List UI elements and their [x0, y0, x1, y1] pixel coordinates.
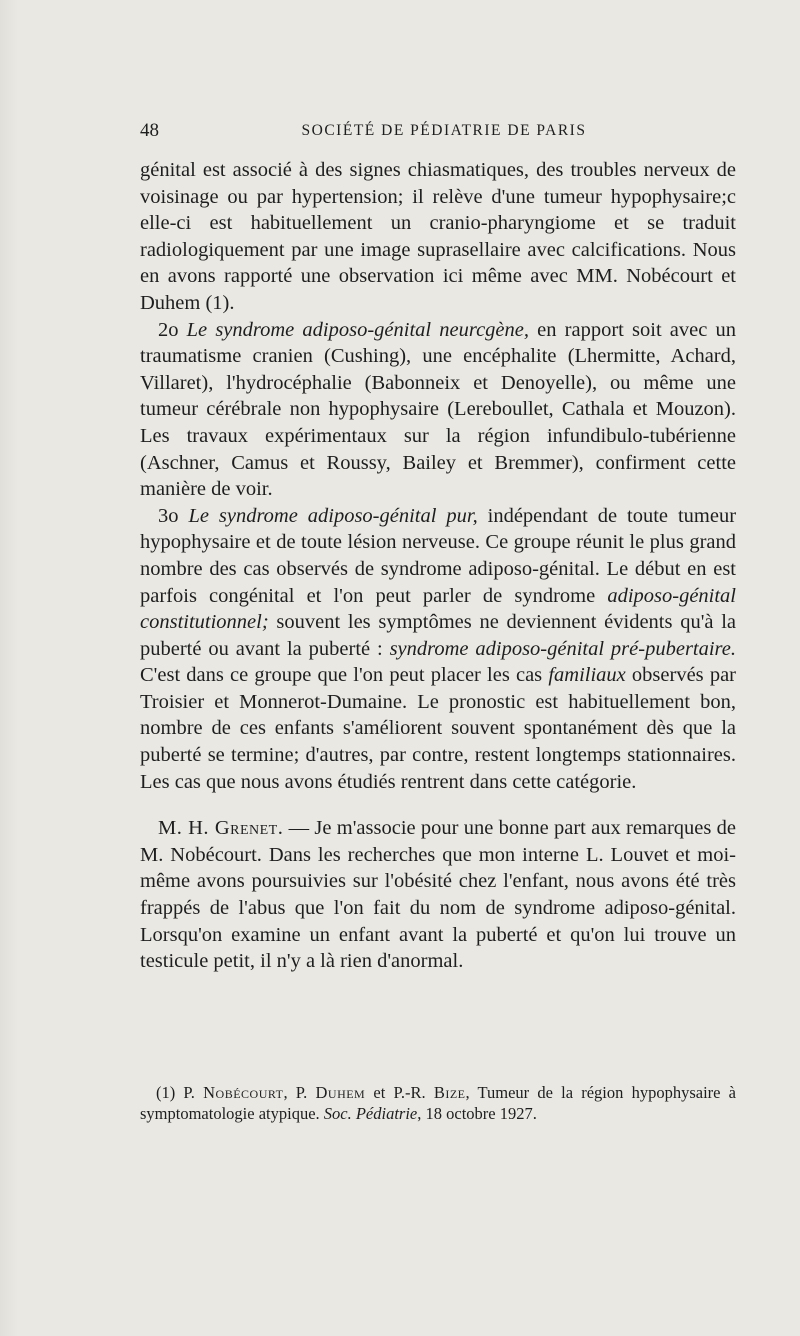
constitutionnel-term: adiposo-génital constitutionnel; — [140, 584, 736, 634]
footnote-marker: (1) P. — [156, 1083, 204, 1102]
page-header — [140, 120, 736, 144]
item-number-3: 3o — [158, 504, 179, 527]
paragraph-3-text-1: indépendant de toute tumeur hypophysaire et de toute lésion nerveuse. Ce groupe réunit le plus grand nombre des cas observés de syndrome adiposo-génital. Le début en est parfois congénital et l'on peut parler de syndrome — [140, 504, 737, 607]
footnote-journal: Soc. Pédiatrie — [323, 1104, 418, 1123]
syndrome-pur-term: Le syndrome adiposo-génital pur, — [188, 504, 478, 527]
footnote-sep-1: , P. — [283, 1083, 316, 1102]
footnote-date: , 18 octobre 1927. — [417, 1104, 537, 1123]
paragraph-4 — [140, 815, 736, 975]
paragraph-3-text-4: observés par Troisier et Monnerot-Dumaine. Le pronostic est habituellement bon, nombre de ces enfants s'améliorent souvent spontanément dès que la puberté se termine; d'autres, par contre, restent longtemps stationnaires. Les cas que nous avons étudiés rentrent dans cette catégorie. — [140, 664, 737, 793]
paragraph-4-text: — Je m'associe pour une bonne part aux remarques de M. Nobécourt. Dans les recherches que mon interne L. Louvet et moi-même avons poursuivies sur l'obésité chez l'enfant, nous avons été très frappés de l'abus que l'on fait du nom de syndrome adiposo-génital. Lorsqu'on examine un enfant avant la puberté et qu'on lui trouve un testicule petit, il n'y a là rien d'anormal. — [140, 817, 736, 973]
footnote-title: , Tumeur de la région hypophysaire à symptomatologie atypique. — [140, 1083, 736, 1123]
speaker-name: M. H. Grenet. — [158, 817, 284, 840]
paragraph-3-text-3: C'est dans ce groupe que l'on peut placer les cas — [140, 664, 549, 687]
pre-pubertaire-term: syndrome adiposo-génital pré-pubertaire. — [389, 637, 736, 660]
paragraph-1: génital est associé à des signes chiasmatiques, des troubles nerveux de voisinage ou par hypertension; il relève d'une tumeur hypophysaire;c elle-ci est habituellement un cranio-pharyngiome et se traduit radiologiquement par une image suprasellaire avec calcifications. Nous en avons rapporté une observation ici même avec MM. Nobécourt et Duhem (1). — [140, 159, 736, 314]
paragraph-3 — [140, 503, 736, 796]
running-title: SOCIÉTÉ DE PÉDIATRIE DE PARIS — [301, 122, 587, 139]
item-number-2: 2o — [158, 318, 179, 341]
body-text — [140, 157, 736, 975]
familiaux-term: familiaux — [548, 664, 626, 687]
syndrome-neurogene-term: Le syndrome adiposo-génital neurcgène, — [186, 318, 529, 341]
footnote — [140, 1082, 736, 1124]
footnote-author-3: Bize — [433, 1083, 466, 1102]
footnote-sep-2: et P.-R. — [365, 1083, 434, 1102]
paragraph-2 — [140, 317, 736, 503]
paragraph-3-text-2: souvent les symptômes ne deviennent évidents qu'à la puberté ou avant la puberté : — [140, 611, 736, 660]
footnote-author-2: Duhem — [315, 1083, 366, 1102]
footnote-author-1: Nobécourt — [203, 1083, 284, 1102]
page-number: 48 — [140, 120, 159, 141]
paragraph-2-text: en rapport soit avec un traumatisme cranien (Cushing), une encéphalite (Lhermitte, Achard, Villaret), l'hydrocéphalie (Babonneix et Denoyelle), ou même une tumeur cérébrale non hypophysaire (Lereboullet, Cathala et Mouzon). Les travaux expérimentaux sur la région infundibulo-tubérienne (Aschner, Camus et Roussy, Bailey et Bremmer), confirment cette manière de voir. — [140, 318, 736, 501]
footnote-text — [140, 1082, 736, 1124]
